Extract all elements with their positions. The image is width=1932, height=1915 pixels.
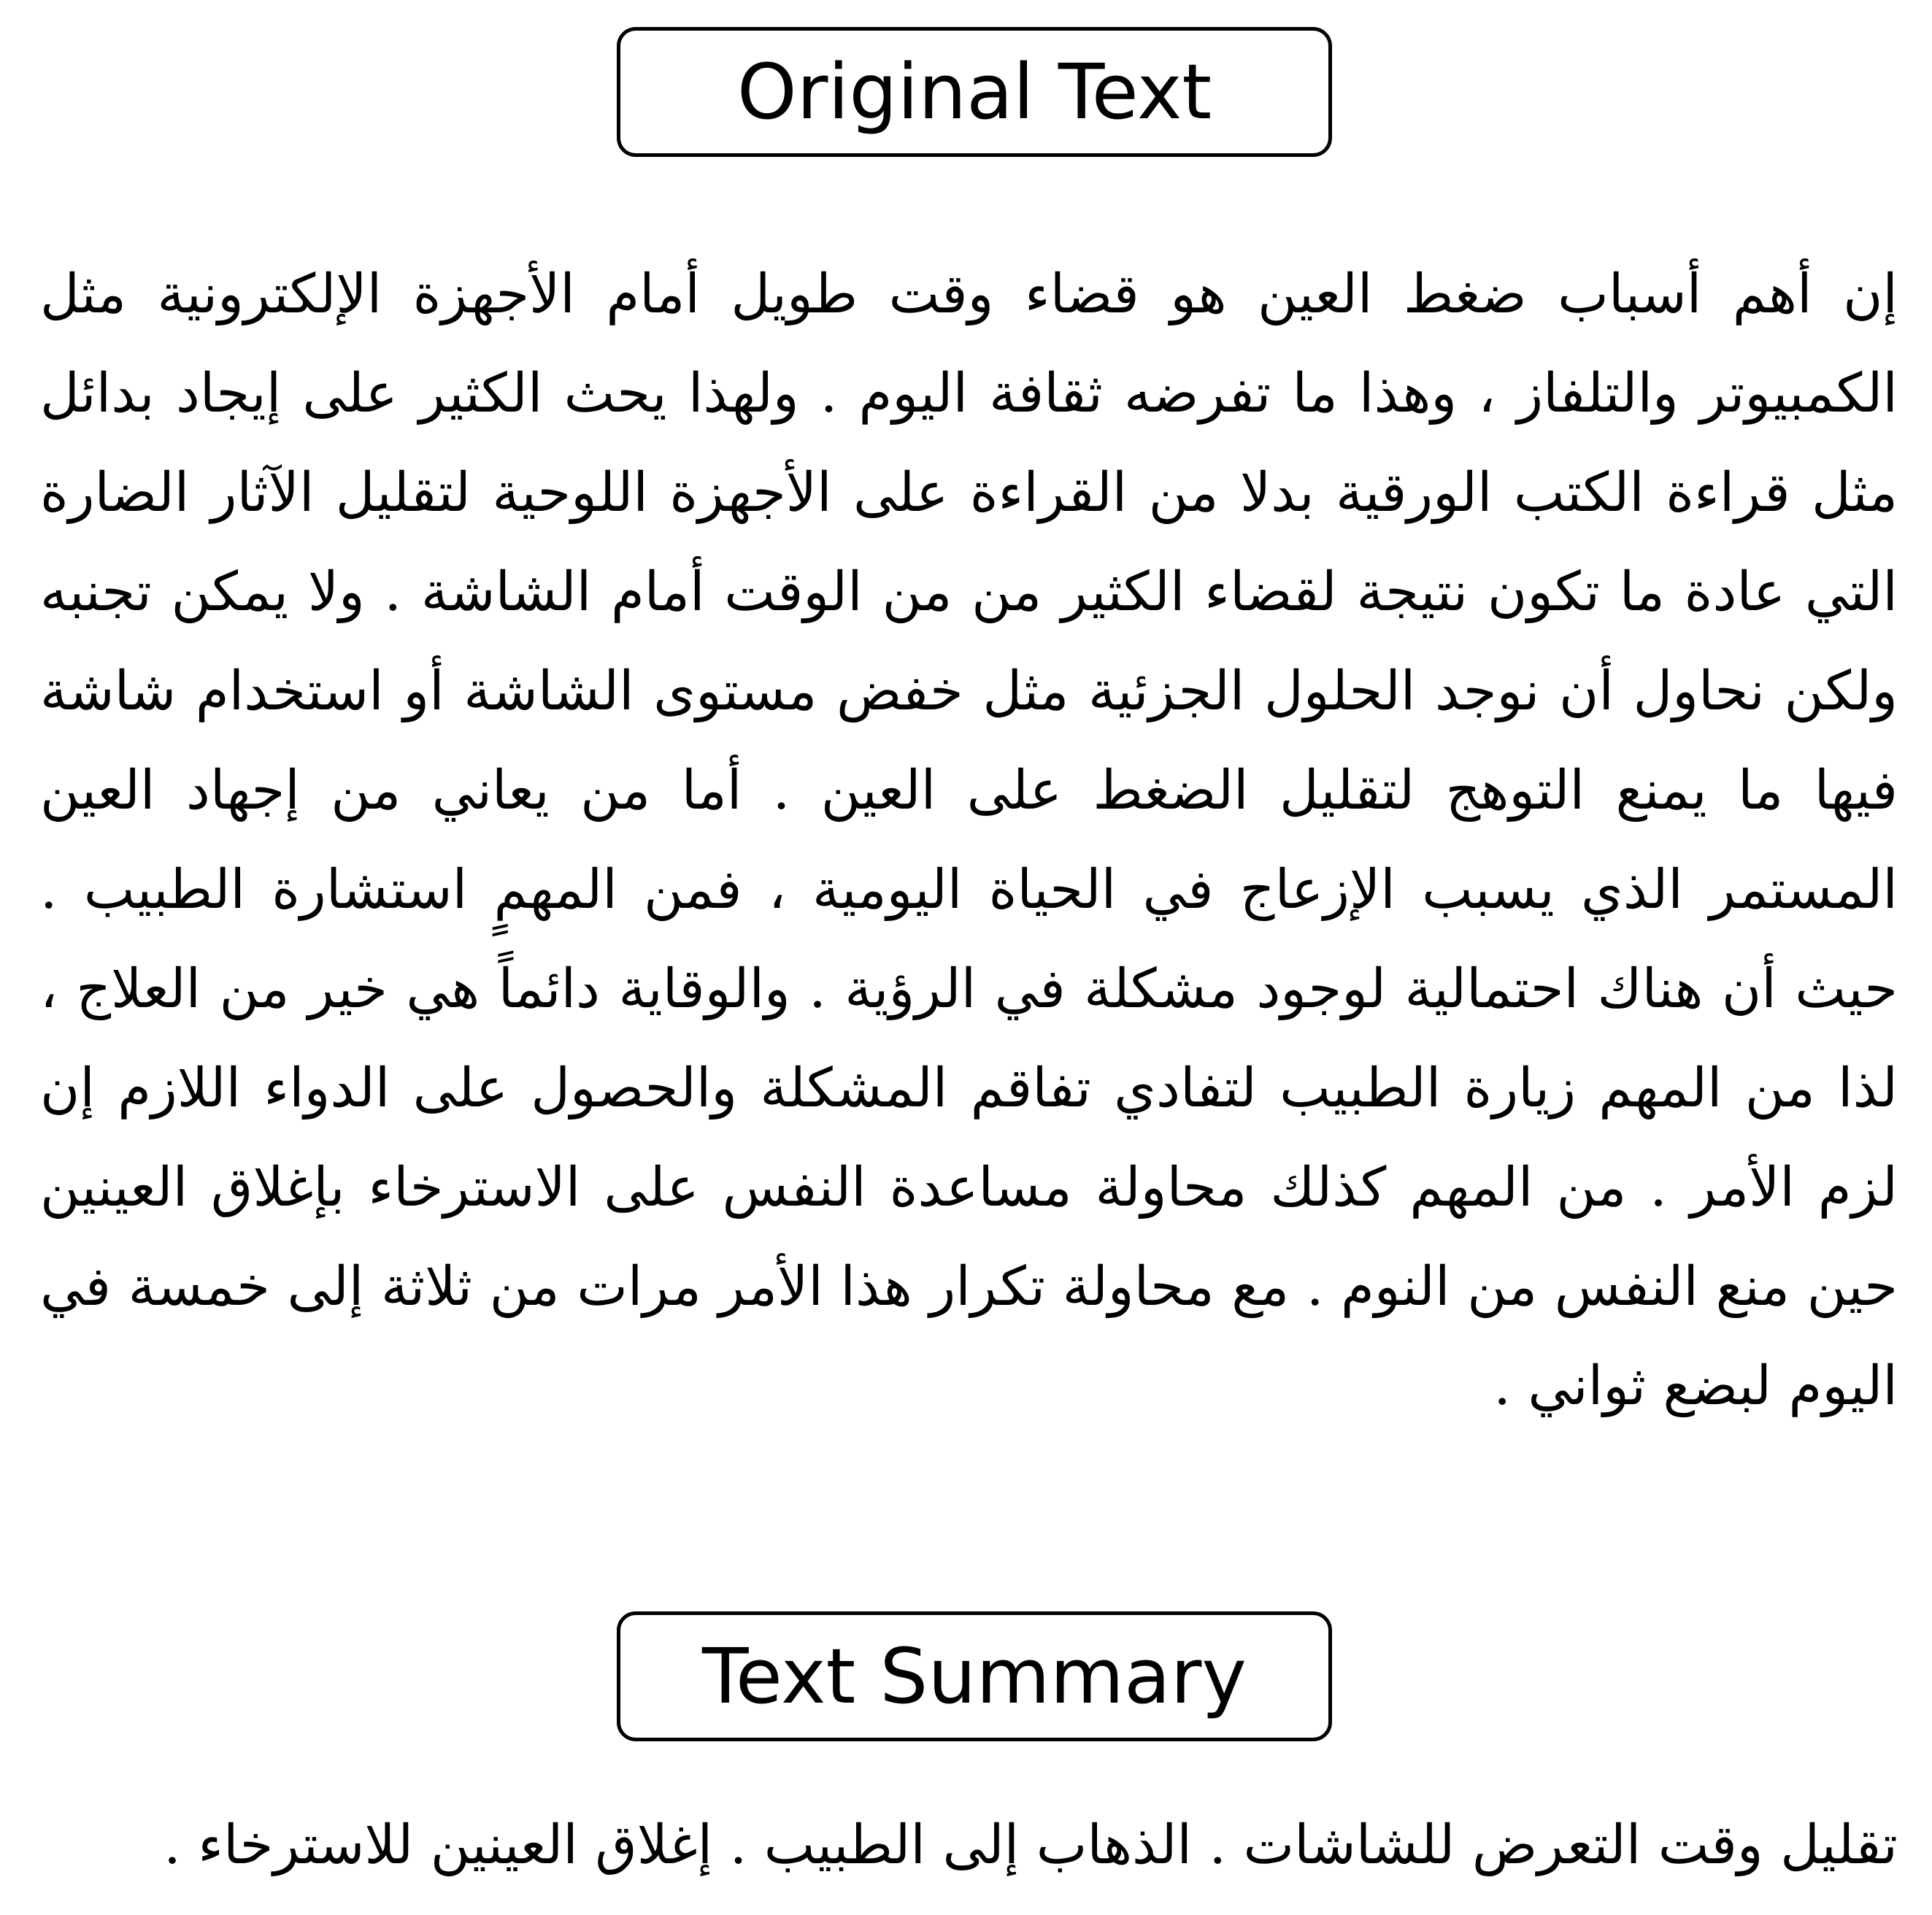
original-text-header: Original Text bbox=[617, 27, 1332, 157]
text-summary-header: Text Summary bbox=[617, 1611, 1332, 1741]
text-summary-body: تقليل وقت التعرض للشاشات . الذهاب إلى الطبيب . إغلاق العينين للاسترخاء . bbox=[163, 1814, 1898, 1876]
original-text-body: إن أهم أسباب ضغط العين هو قضاء وقت طويل أمام الأجهزة الإلكترونية مثل الكمبيوتر والتلفاز ، وهذا ما تفرضه ثقافة اليوم . ولهذا يحث الكثير على إيجاد بدائل مثل قراءة الكتب الورقية بدلا من القراءة على الأجهزة اللوحية لتقليل الآثار الضارة التي عادة ما تكون نتيجة لقضاء الكثير من من الوقت أمام الشاشة . ولا يمكن تجنبه ولكن نحاول أن نوجد الحلول الجزئية مثل خفض مستوى الشاشة أو استخدام شاشة فيها ما يمنع التوهج لتقليل الضغط على العين . أما من يعاني من إجهاد العين المستمر الذي يسبب الإزعاج في الحياة اليومية ، فمن المهمٍ استشارة الطبيب . حيث أن هناك احتمالية لوجود مشكلة في الرؤية . والوقاية دائماً هي خير من العلاج ، لذا من المهم زيارة الطبيب لتفادي تفاقم المشكلة والحصول على الدواء اللازم إن لزم الأمر . من المهم كذلك محاولة مساعدة النفس على الاسترخاء بإغلاق العينين حين منع النفس من النوم . مع محاولة تكرار هذا الأمر مرات من ثلاثة إلى خمسة في اليوم لبضع ثواني . bbox=[40, 263, 1898, 1417]
